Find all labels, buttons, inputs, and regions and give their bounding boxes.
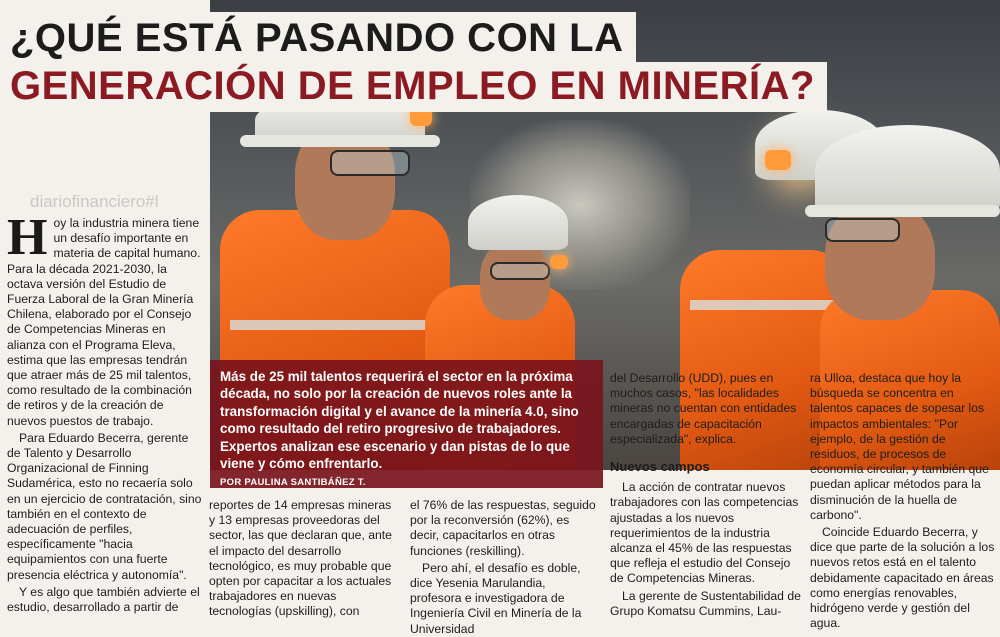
paragraph: el 76% de las respuestas, seguido por la reconversión (62%), es decir, capacitarlos en otras funciones (reskilling). [410,498,596,558]
text-column-3 [410,498,600,637]
lede-box [210,360,603,488]
paragraph: Para Eduardo Becerra, gerente de Talento y Desarrollo Organizacional de Finning Sudamérica, esto no recaería solo en un ejercicio de contratación, sino también en el contexto de adecuación de perfiles, específicamente "hacia equipamientos con una fuerte presencia eléctrica y autonomía". [7,430,202,582]
paragraph: ra Ulloa, destaca que hoy la búsqueda se concentra en talentos capaces de sopesar los impactos ambientales: "Por ejemplo, de la gestión de residuos, de procesos de economía circular, y también que puedan aplicar métodos para la disminución de la huella de carbono". [810,371,989,522]
paragraph: Y es algo que también advierte el estudio, desarrollado a partir de [7,584,200,615]
paragraph: Coincide Eduardo Becerra, y dice que parte de la solución a los nuevos retos está en el talento debidamente capacitado en áreas como energías renovables, hidrógeno verde y gestión del agua. [810,525,995,631]
text-column-5 [810,371,998,631]
paragraph: La acción de contratar nuevos trabajadores con las competencias ajustadas a los nuevos requerimientos de la industria alcanza el 45% de las respuestas que refleja el estudio del Consejo de Competencias Mineras. [610,480,799,586]
text-column-4 [610,371,802,619]
byline: POR PAULINA SANTIBÁÑEZ T. [220,477,366,489]
paragraph: oy la industria minera tiene un desafío importante en materia de capital humano. Para la década 2021-2030, la octava versión del Estudio de Fuerza Laboral de la Gran Minería Chilena, elaborado por el Consejo de Competencias Mineras en alianza con el Programa Eleva, estima que las empresas tendrán que atraer más de 25 mil talentos, como resultado de la combinación de retiros y de la creación de nuevos puestos de trabajo. [7,216,201,428]
subheading: Nuevos campos [610,459,710,475]
text-column-1 [7,209,202,615]
headline-line-1: ¿QUÉ ESTÁ PASANDO CON LA [0,12,636,62]
paragraph: Pero ahí, el desafío es doble, dice Yesenia Marulandia, profesora e investigadora de Ingeniería Civil en Minería de la Universidad [410,560,582,636]
paragraph: La gerente de Sustentabilidad de Grupo Komatsu Cummins, Lau- [610,588,801,618]
lede-text: Más de 25 mil talentos requerirá el sector en la próxima década, no solo por la creación de nuevos roles ante la transformación digital y el avance de la minería 4.0, sino como resultado del retiro progresivo de trabajadores. Expertos analizan ese escenario y dan pistas de lo que viene y cómo enfrentarlo. [220,369,579,472]
headline-line-2: GENERACIÓN DE EMPLEO EN MINERÍA? [0,62,827,112]
text-column-2 [209,498,399,620]
paragraph: reportes de 14 empresas mineras y 13 empresas proveedoras del sector, las que declaran que, ante el impacto del desarrollo tecnológico, es muy probable que opten por capacitar a los actuales trabajadores en nuevas tecnologías (upskilling), con [209,498,392,619]
headline [0,12,827,112]
drop-cap: H [7,209,48,266]
paragraph: del Desarrollo (UDD), pues en muchos casos, "las localidades mineras no cuentan con entidades encargadas de capacitación especializada", explica. [610,371,797,446]
watermark: diariofinanciero#l [30,192,159,211]
